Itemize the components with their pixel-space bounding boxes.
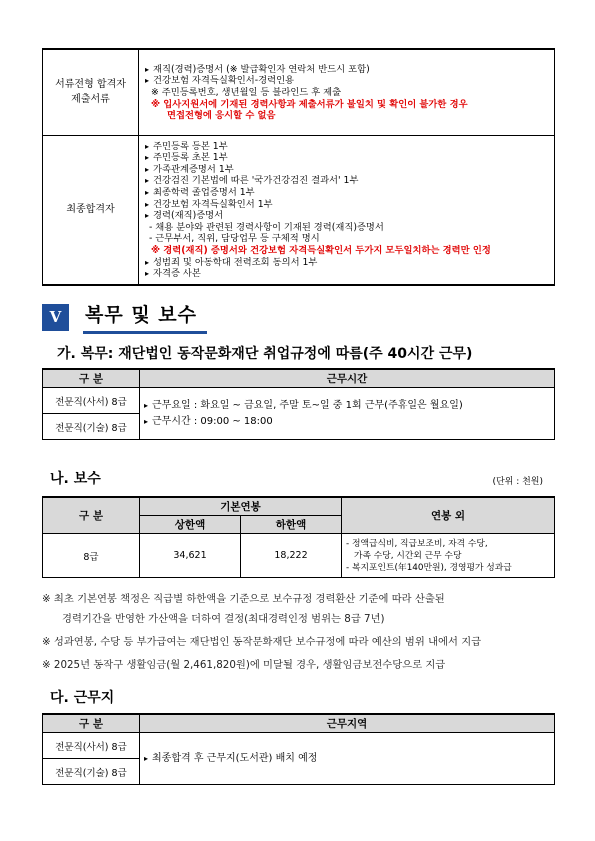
col-header-lower: 하한액 [241, 516, 342, 534]
row-label-final: 최종합격자 [43, 135, 139, 285]
doc-line: ▸ 건강보험 자격득실확인서-경력인용 [145, 75, 550, 87]
pay-lower-value: 18,222 [241, 534, 342, 578]
row-label-librarian: 전문직(사서) 8급 [43, 733, 140, 759]
pay-heading: 나. 보수 [50, 471, 101, 487]
note-base-salary-cont: 경력기간을 반영한 가산액을 더하여 결정(최대경력인정 범위는 8급 7년) [62, 613, 385, 625]
row-label-technician: 전문직(기술) 8급 [43, 414, 140, 440]
col-header-base-salary: 기본연봉 [140, 497, 342, 516]
note-performance-pay: ※ 성과연봉, 수당 등 부가급여는 재단법인 동작문화재단 보수규정에 따라 예산의 범위 내에서 지급 [42, 636, 482, 648]
note-base-salary: ※ 최초 기본연봉 책정은 직급별 하한액을 기준으로 보수규정 경력환산 기준에 따라 산출된 [42, 593, 445, 605]
final-docs-list [139, 135, 555, 285]
doc-line: ▸ 성범죄 및 아동학대 전력조회 동의서 1부 [145, 257, 550, 269]
pay-upper-value: 34,621 [140, 534, 241, 578]
pay-extra-cell: - 정액급식비, 직급보조비, 자격 수당, 가족 수당, 시간외 근무 수당 - 복지포인트(年140만원), 경영평가 성과급 [342, 534, 555, 578]
doc-line: ▸ 주민등록 초본 1부 [145, 152, 550, 164]
col-header-category: 구 분 [43, 714, 140, 733]
doc-line: - 채용 분야와 관련된 경력사항이 기재된 경력(재직)증명서 [149, 221, 384, 233]
col-header-category: 구 분 [43, 369, 140, 388]
documents-table [42, 48, 555, 286]
doc-line: 면접전형에 응시할 수 없음 [167, 110, 276, 122]
doc-line: ※ 주민등록번호, 생년월일 등 블라인드 후 제출 [151, 86, 342, 98]
doc-line: ▸ 재직(경력)증명서 (※ 발급확인자 연락처 반드시 포함) [145, 64, 550, 76]
section-title: 복무 및 보수 [83, 300, 207, 334]
doc-line: ▸ 건강검진 기본법에 따른 '국가건강검진 결과서' 1부 [145, 175, 550, 187]
work-heading: 가. 복무: 재단법인 동작문화재단 취업규정에 따름(주 40시간 근무) [57, 346, 473, 362]
doc-line: ▸ 주민등록 등본 1부 [145, 141, 550, 153]
row-label-librarian: 전문직(사서) 8급 [43, 388, 140, 414]
note-living-wage: ※ 2025년 동작구 생활임금(월 2,461,820원)에 미달될 경우, 생활임금보전수당으로 지급 [42, 659, 446, 671]
location-heading: 다. 근무지 [50, 690, 115, 706]
col-header-upper: 상한액 [140, 516, 241, 534]
doc-line: ※ 입사지원서에 기재된 경력사항과 제출서류가 불일치 및 확인이 불가한 경우 [151, 98, 468, 110]
location-text: ▸ 최종합격 후 근무지(도서관) 배치 예정 [144, 751, 554, 767]
location-cell [140, 733, 555, 785]
doc-line: ▸ 건강보험 자격득실확인서 1부 [145, 199, 550, 211]
work-hours-table [42, 368, 555, 440]
pay-table [42, 496, 555, 578]
doc-line: ▸ 경력(재직)증명서 [145, 210, 550, 222]
work-hours-cell [140, 388, 555, 440]
pay-unit: (단위 : 천원) [492, 477, 543, 487]
col-header-hours: 근무시간 [140, 369, 555, 388]
col-header-extra: 연봉 외 [342, 497, 555, 534]
pay-grade: 8급 [43, 534, 140, 578]
doc-line: ▸ 자격증 사본 [145, 268, 550, 280]
screening-docs-list [139, 49, 555, 135]
doc-line: ※ 경력(재직) 증명서와 건강보험 자격득실확인서 두가지 모두일치하는 경력만 인정 [151, 245, 491, 257]
row-label-screening: 서류전형 합격자 제출서류 [43, 49, 139, 135]
doc-line: - 근무부서, 직위, 담당업무 등 구체적 명시 [149, 233, 320, 245]
work-time-text: ▸ 근무시간 : 09:00 ~ 18:00 [144, 414, 554, 430]
col-header-location: 근무지역 [140, 714, 555, 733]
section-number-badge: V [42, 304, 69, 331]
location-table [42, 713, 555, 785]
doc-line: ▸ 가족관계증명서 1부 [145, 164, 550, 176]
doc-line: ▸ 최종학력 졸업증명서 1부 [145, 187, 550, 199]
col-header-category: 구 분 [43, 497, 140, 534]
row-label-technician: 전문직(기술) 8급 [43, 759, 140, 785]
work-days-text: ▸ 근무요일 : 화요일 ~ 금요일, 주말 토~일 중 1회 근무(주휴일은 월요일) [144, 398, 554, 414]
